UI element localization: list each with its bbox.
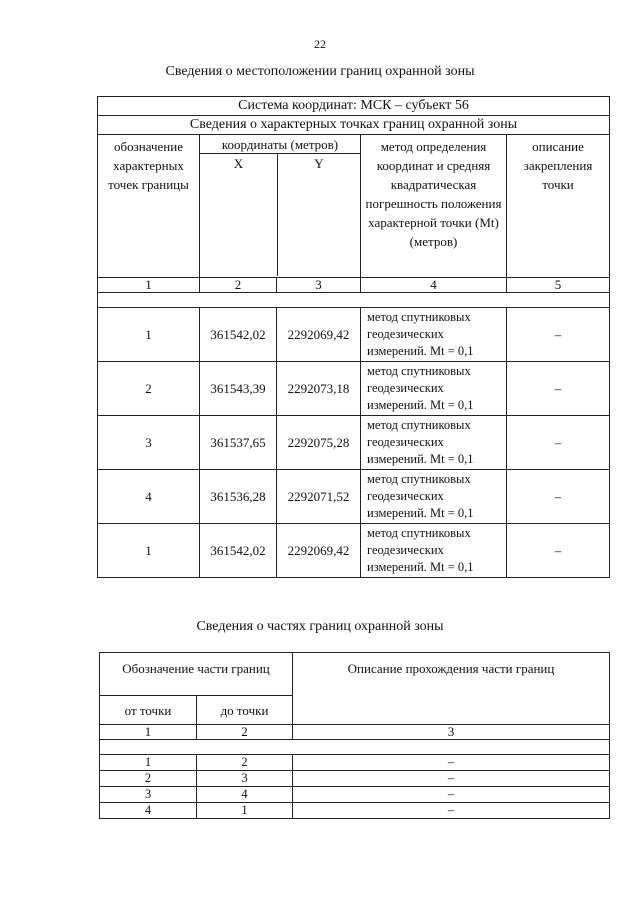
- table-row: [100, 771, 610, 787]
- empty-row: [100, 740, 610, 755]
- point-cell: 4: [98, 470, 200, 524]
- coordinate-system-cell: Система координат: МСК – субъект 56: [98, 97, 610, 116]
- point-cell: 1: [98, 308, 200, 362]
- table-row: [98, 308, 610, 362]
- designation-header: обозначение характерных точек границы: [98, 135, 200, 278]
- coords-header: [200, 135, 361, 278]
- col-number: 1: [98, 278, 200, 293]
- method-cell: метод спутниковых геодезических измерений. Mt = 0,1: [361, 362, 507, 416]
- x-cell: 361542,02: [200, 524, 277, 578]
- coords-header-label: координаты (метров): [200, 135, 360, 154]
- point-cell: 1: [98, 524, 200, 578]
- page-number: 22: [314, 37, 326, 51]
- from-point-header: от точки: [100, 696, 197, 725]
- description-cell: –: [507, 308, 610, 362]
- table-row: [100, 755, 610, 771]
- y-cell: 2292069,42: [277, 524, 361, 578]
- y-header: Y: [314, 156, 324, 171]
- part-description-cell: –: [293, 787, 610, 803]
- description-cell: –: [507, 362, 610, 416]
- description-header: описание закрепления точки: [507, 135, 610, 278]
- point-cell: 2: [98, 362, 200, 416]
- part-description-header: Описание прохождения части границ: [293, 653, 610, 725]
- points-header-cell: Сведения о характерных точках границ охранной зоны: [98, 116, 610, 135]
- method-cell: метод спутниковых геодезических измерений. Mt = 0,1: [361, 470, 507, 524]
- col-number: 3: [277, 278, 361, 293]
- to-point-header: до точки: [197, 696, 293, 725]
- part-description-cell: –: [293, 771, 610, 787]
- col-number: 2: [197, 725, 293, 740]
- to-point-cell: 3: [197, 771, 293, 787]
- to-point-cell: 1: [197, 803, 293, 819]
- col-number: 3: [293, 725, 610, 740]
- col-number: 5: [507, 278, 610, 293]
- description-cell: –: [507, 524, 610, 578]
- table-row: [98, 362, 610, 416]
- part-description-cell: –: [293, 803, 610, 819]
- boundary-parts-table: [99, 652, 610, 819]
- boundary-points-table: [97, 96, 610, 578]
- y-cell: 2292075,28: [277, 416, 361, 470]
- x-cell: 361543,39: [200, 362, 277, 416]
- point-cell: 3: [98, 416, 200, 470]
- col-number: 1: [100, 725, 197, 740]
- method-header: метод определения координат и средняя квадратическая погрешность положения характерной точки (Mt) (метров): [361, 135, 507, 278]
- to-point-cell: 4: [197, 787, 293, 803]
- description-cell: –: [507, 416, 610, 470]
- to-point-cell: 2: [197, 755, 293, 771]
- x-cell: 361542,02: [200, 308, 277, 362]
- from-point-cell: 2: [100, 771, 197, 787]
- from-point-cell: 4: [100, 803, 197, 819]
- method-cell: метод спутниковых геодезических измерений. Mt = 0,1: [361, 308, 507, 362]
- y-cell: 2292071,52: [277, 470, 361, 524]
- section-title-boundaries: Сведения о местоположении границ охранной зоны: [165, 64, 475, 79]
- method-cell: метод спутниковых геодезических измерений. Mt = 0,1: [361, 416, 507, 470]
- x-cell: 361537,65: [200, 416, 277, 470]
- description-cell: –: [507, 470, 610, 524]
- y-cell: 2292069,42: [277, 308, 361, 362]
- table-row: [98, 470, 610, 524]
- from-point-cell: 1: [100, 755, 197, 771]
- section-title-parts: Сведения о частях границ охранной зоны: [196, 619, 444, 634]
- part-designation-header: Обозначение части границ: [100, 653, 293, 696]
- x-cell: 361536,28: [200, 470, 277, 524]
- x-header: X: [200, 154, 278, 276]
- table-row: [98, 416, 610, 470]
- y-cell: 2292073,18: [277, 362, 361, 416]
- table-row: [100, 803, 610, 819]
- from-point-cell: 3: [100, 787, 197, 803]
- method-cell: метод спутниковых геодезических измерений. Mt = 0,1: [361, 524, 507, 578]
- col-number: 2: [200, 278, 277, 293]
- col-number: 4: [361, 278, 507, 293]
- part-description-cell: –: [293, 755, 610, 771]
- empty-row: [98, 293, 610, 308]
- table-row: [98, 524, 610, 578]
- table-row: [100, 787, 610, 803]
